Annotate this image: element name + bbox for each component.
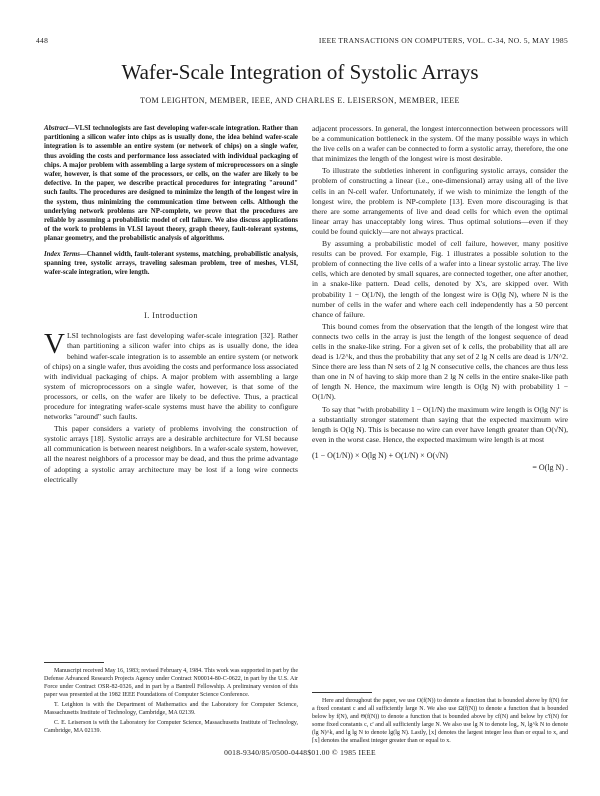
footnote-rule <box>44 662 104 663</box>
drop-cap: V <box>44 328 65 361</box>
right-paragraph-1: To illustrate the subtleties inherent in configuring systolic arrays, consider the problem of constructing a linear (i.e., one-dimensional) array using all of the live cells in an N-cell wafer. Unfortunately, if we wish to minimize the length of the longest wire, the problem is NP-complete [13]. Even more discouraging is that there are some arrangements of live and dead cells for which even the optimal linear array has unacceptably long wires. Thus optimal solutions—even if they could be found quickly—are not always practical. <box>312 166 568 236</box>
abstract-label: Abstract <box>44 125 68 132</box>
right-paragraph-3: This bound comes from the observation that the length of the longest wire that connects two cells in the array is just the length of the longest sequence of dead cells in the snake-like string. For a given set of k cells, the probability that all are dead is 1/2^k, and thus the probability that any set of 2 lg N cells are dead is 1/N^2. Since there are less than N sets of 2 lg N consecutive cells, the chances are thus less than one in N of having to skip more than 2 lg N cells in the entire snake-like path of length N. Hence, the maximum wire length is O(lg N) with probability 1 − O(1/N). <box>312 321 568 402</box>
footnote-manuscript: Manuscript received May 16, 1983; revised February 4, 1984. This work was supported in part by the Defense Advanced Research Projects Agency under Contract N00014-80-C-0622, in part by the U.S. Air Force under Contract OSR-82-0326, and in part by a Bantrell Fellowship. A preliminary version of this paper was presented at the 1982 IEEE Foundations of Computer Science Conference. <box>44 668 299 698</box>
right-footnote <box>312 692 568 745</box>
abstract <box>44 124 298 244</box>
paper-title: Wafer-Scale Integration of Systolic Arrays <box>121 60 479 84</box>
authors: TOM LEIGHTON, MEMBER, IEEE, AND CHARLES E. LEISERSON, MEMBER, IEEE <box>140 96 460 105</box>
page-number: 448 <box>36 36 49 45</box>
footnote-rule <box>312 692 372 693</box>
intro-paragraph-1 <box>44 328 298 422</box>
footnote-leighton: T. Leighton is with the Department of Mathematics and the Laboratory for Computer Science, Massachusetts Institute of Technology, Cambridge, MA 02139. <box>44 702 298 716</box>
footnote-notation: Here and throughout the paper, we use O(f(N)) to denote a function that is bounded above by f(N) for a fixed constant c and all sufficiently large N. We also use Ω(f(N)) to denote a function that is bounded below by f(N), and Θ(f(N)) to denote a function that is bounded above by cf(N) and below by c'f(N) for some fixed constants c, c' and all sufficiently large N. We also use lg N to denote log₂ N, lg^k N to denote (lg N)^k, and lg lg N to denote lg(lg N). Lastly, ⌊x⌋ denotes the largest integer less than or equal to x, and ⌈x⌉ denotes the smallest integer greater than or equal to x. <box>312 698 568 744</box>
footnote-leiserson: C. E. Leiserson is with the Laboratory for Computer Science, Massachusetts Institute of Technology, Cambridge, MA 02139. <box>44 720 298 734</box>
index-terms-label: Index Terms <box>44 250 80 258</box>
right-paragraph-0: adjacent processors. In general, the longest interconnection between processors will be a communication bottleneck in the system. Of the many possible ways in which the live cells on a wafer can be connected to form a systolic array, therefore, the one that minimizes the length of the longest wire is most desirable. <box>312 124 568 164</box>
left-footnotes <box>44 662 298 735</box>
right-paragraph-2: By assuming a probabilistic model of cell failure, however, many positive results can be proved. For example, Fig. 1 illustrates a possible solution to the problem of connecting the live cells of a wafer into a linear systolic array. The live cells, which are denoted by small squares, are connected together, one after another, in a snake-like pattern. Dead cells, denoted by X's, are skipped over. With probability 1 − O(1/N), the length of the longest wire is O(lg N), where N is the number of cells in the wafer and where each cell independently has a 50 percent chance of failure. <box>312 239 568 319</box>
journal-name: IEEE TRANSACTIONS ON COMPUTERS, VOL. C-34, NO. 5, MAY 1985 <box>318 36 568 45</box>
intro-paragraph-2: This paper considers a variety of problems involving the construction of systolic arrays [18]. Systolic arrays are a desirable architecture for VLSI because all communication is between nearest neighbors. In a wafer-scale system, however, all the nearest neighbors of a processor may be dead, and thus the prime advantage of adopting a systolic array architecture may be lost if a long wire connects electrically <box>44 424 298 484</box>
index-terms <box>44 250 298 278</box>
right-paragraph-4: To say that "with probability 1 − O(1/N) the maximum wire length is O(lg N)" is a substantially stronger statement than saying that the expected maximum wire length is O(lg N). This is because no wire can ever have length greater than O(√N), even in the worst case. Hence, the expected maximum wire length is at most <box>312 404 568 444</box>
copyright-line: 0018-9340/85/0500-0448$01.00 © 1985 IEEE <box>224 748 376 757</box>
left-column <box>44 124 298 485</box>
intro-p1-text: LSI technologists are fast developing wafer-scale integration [32]. Rather than partitioning a silicon wafer into chips as is usually done, the idea behind wafer-scale integration is to assemble an entire system (or network of chips) on a single wafer, thus avoiding the costs and performance loss associated with individual packaging of chips. A major problem with assembling a large system of microprocessors on a single wafer, however, is that some of the processors, or cells, on the wafer are likely to be defective. Thus, a practical procedure for integrating wafer-scale systems must have the ability to configure networks "around" such faults. <box>44 331 298 422</box>
right-column <box>312 124 568 479</box>
equation-line-1: (1 − O(1/N)) × O(lg N) + O(1/N) × O(√N) <box>312 450 448 460</box>
index-terms-text: —Channel width, fault-tolerant systems, matching, probabilistic analysis, spanning tree, systolic arrays, traveling salesman problem, tree of meshes, VLSI, wafer-scale integration, wire length. <box>44 250 299 277</box>
abstract-text: —VLSI technologists are fast developing wafer-scale integration. Rather than partitioning a silicon wafer into chips as is usually done, the idea behind wafer-scale integration is to assemble an entire system (or network of chips) on a single wafer, thus avoiding the costs and performance loss associated with individual packaging of chips. A major problem with assembling a large system of microprocessors on a single wafer, however, is that some of the processors, or cells, on the wafer are likely to be defective. In the paper, we describe practical procedures for integrating "around" such faults. The procedures are designed to minimize the length of the longest wire in the system, thus minimizing the communication time between cells. Although the underlying network problems are NP-complete, we prove that the procedures are reliable by assuming a probabilistic model of cell failure. We also discuss applications of the work to problems in VLSI layout theory, graph theory, fault-tolerant systems, planar geometry, and the probabilistic analysis of algorithms. <box>44 125 298 243</box>
section-heading: I. Introduction <box>144 311 198 321</box>
equation-line-2: = O(lg N) . <box>532 463 568 472</box>
